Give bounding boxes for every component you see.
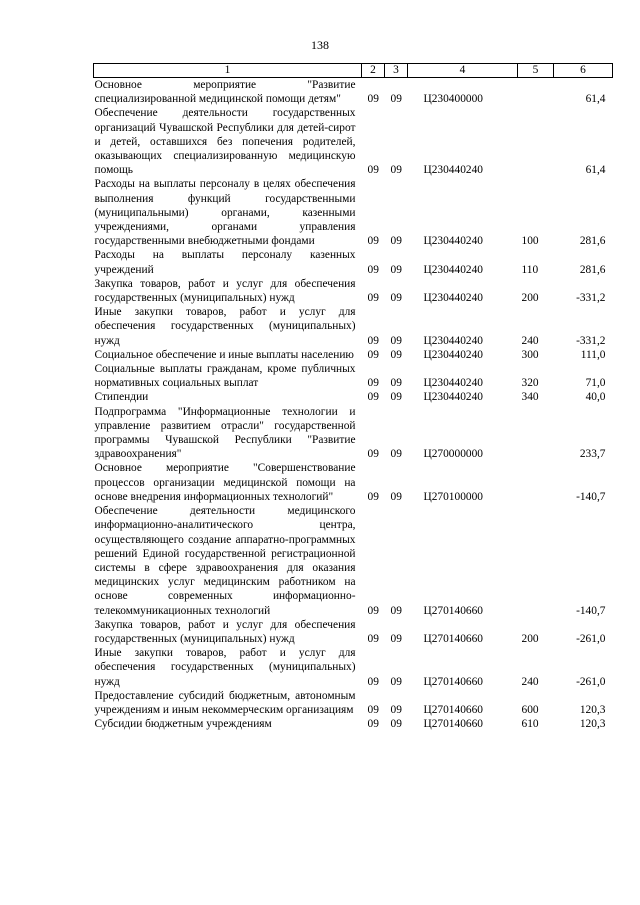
- row-name: Закупка товаров, работ и услуг для обеспечения государственных (муниципальных) нужд: [94, 618, 356, 645]
- row-amount: 120,3: [579, 703, 606, 716]
- row-target-code: Ц230440240: [423, 391, 483, 404]
- table-row: [94, 504, 613, 618]
- row-expense-type: [518, 106, 554, 177]
- row-subsection: 09: [390, 718, 402, 731]
- row-section: 09: [367, 448, 379, 461]
- table-row: [94, 106, 613, 177]
- column-header-6: 6: [554, 64, 613, 78]
- row-amount: -331,2: [576, 292, 606, 305]
- row-amount: 61,4: [585, 93, 606, 106]
- row-name: Стипендии: [94, 391, 149, 404]
- row-subsection: 09: [390, 292, 402, 305]
- row-subsection: 09: [390, 93, 402, 106]
- table-row: [94, 348, 613, 362]
- row-subsection: 09: [390, 703, 402, 716]
- row-subsection: 09: [390, 377, 402, 390]
- table-row: [94, 248, 613, 276]
- row-amount: -140,7: [576, 490, 606, 503]
- row-subsection: 09: [390, 263, 402, 276]
- row-amount: 111,0: [580, 348, 606, 361]
- table-row: [94, 390, 613, 404]
- row-section: 09: [367, 263, 379, 276]
- row-subsection: 09: [390, 391, 402, 404]
- row-subsection: 09: [390, 348, 402, 361]
- row-expense-type: [518, 78, 554, 107]
- row-name: Социальные выплаты гражданам, кроме публичных нормативных социальных выплат: [94, 363, 356, 390]
- row-amount: 233,7: [579, 448, 606, 461]
- row-section: 09: [367, 604, 379, 617]
- row-amount: 281,6: [579, 263, 606, 276]
- row-subsection: 09: [390, 632, 402, 645]
- row-name: Обеспечение деятельности медицинского информационно-аналитического центра, осуществляющего создание аппаратно-программных решений Единой государственной регистрационной системы в сфере здравоохранения для оказания медицинских услуг медицинским работником на основе современных информационно-телекоммуникационных технологий: [94, 505, 356, 617]
- row-target-code: Ц230440240: [423, 164, 483, 177]
- row-name: Иные закупки товаров, работ и услуг для обеспечения государственных (муниципальных) нужд: [94, 647, 356, 688]
- column-header-3: 3: [385, 64, 408, 78]
- row-section: 09: [367, 632, 379, 645]
- row-amount: 71,0: [585, 377, 606, 390]
- row-expense-type: 240: [521, 334, 539, 347]
- row-section: 09: [367, 348, 379, 361]
- row-section: 09: [367, 718, 379, 731]
- row-expense-type: 610: [521, 718, 539, 731]
- row-expense-type: 340: [521, 391, 539, 404]
- row-expense-type: 200: [521, 292, 539, 305]
- row-name: Закупка товаров, работ и услуг для обеспечения государственных (муниципальных) нужд: [94, 277, 356, 305]
- row-expense-type: 320: [521, 377, 539, 390]
- row-name: Предоставление субсидий бюджетным, автономным учреждениям и иным некоммерческим организациям: [94, 689, 356, 716]
- column-header-1: 1: [94, 64, 362, 78]
- row-target-code: Ц270140660: [423, 703, 483, 716]
- column-header-5: 5: [518, 64, 554, 78]
- row-target-code: Ц270100000: [423, 490, 483, 503]
- row-name: Расходы на выплаты персоналу казенных учреждений: [94, 249, 356, 276]
- row-section: 09: [367, 93, 379, 106]
- row-amount: -261,0: [576, 632, 606, 645]
- row-expense-type: [518, 461, 554, 504]
- row-section: 09: [367, 675, 379, 688]
- row-amount: 40,0: [585, 391, 606, 404]
- row-target-code: Ц230440240: [423, 334, 483, 347]
- column-header-2: 2: [362, 64, 385, 78]
- row-amount: -140,7: [576, 604, 606, 617]
- row-target-code: Ц270140660: [423, 675, 483, 688]
- row-section: 09: [367, 703, 379, 716]
- row-subsection: 09: [390, 334, 402, 347]
- row-target-code: Ц270000000: [423, 448, 483, 461]
- row-expense-type: 600: [521, 703, 539, 716]
- row-expense-type: 110: [521, 263, 539, 276]
- row-subsection: 09: [390, 235, 402, 248]
- table-row: [94, 689, 613, 717]
- row-target-code: Ц270140660: [423, 718, 483, 731]
- table-row: [94, 405, 613, 462]
- row-target-code: Ц270140660: [423, 604, 483, 617]
- row-expense-type: 240: [521, 675, 539, 688]
- row-expense-type: [518, 405, 554, 462]
- row-expense-type: 300: [521, 348, 539, 361]
- row-name: Социальное обеспечение и иные выплаты населению: [94, 348, 354, 361]
- row-section: 09: [367, 391, 379, 404]
- row-target-code: Ц270140660: [423, 632, 483, 645]
- row-name: Подпрограмма "Информационные технологии и управление развитием отрасли" государственной программы Чувашской Республики "Развитие здравоохранения": [94, 405, 356, 461]
- table-row: [94, 305, 613, 348]
- row-name: Основное мероприятие "Развитие специализированной медицинской помощи детям": [94, 79, 356, 106]
- table-row: [94, 646, 613, 689]
- row-amount: 281,6: [579, 235, 606, 248]
- row-section: 09: [367, 334, 379, 347]
- row-subsection: 09: [390, 164, 402, 177]
- header-row: [94, 64, 613, 78]
- budget-table: [93, 63, 613, 731]
- row-section: 09: [367, 292, 379, 305]
- table-row: [94, 717, 613, 731]
- row-amount: 120,3: [579, 718, 606, 731]
- row-target-code: Ц230440240: [423, 348, 483, 361]
- table-row: [94, 461, 613, 504]
- row-target-code: Ц230440240: [423, 292, 483, 305]
- column-header-4: 4: [408, 64, 518, 78]
- row-amount: 61,4: [585, 164, 606, 177]
- row-target-code: Ц230440240: [423, 263, 483, 276]
- row-name: Иные закупки товаров, работ и услуг для обеспечения государственных (муниципальных) нужд: [94, 306, 356, 347]
- table-row: [94, 618, 613, 646]
- row-target-code: Ц230440240: [423, 377, 483, 390]
- row-expense-type: [518, 504, 554, 618]
- table-row: [94, 277, 613, 305]
- row-expense-type: 100: [521, 235, 539, 248]
- row-name: Обеспечение деятельности государственных организаций Чувашской Республики для детей-сирот и детей, оставшихся без попечения родителей, оказывающих специализированную медицинскую помощь: [94, 107, 356, 177]
- row-name: Основное мероприятие "Совершенствование процессов организации медицинской помощи на основе внедрения информационных технологий": [94, 462, 356, 503]
- row-section: 09: [367, 377, 379, 390]
- row-expense-type: 200: [521, 632, 539, 645]
- row-target-code: Ц230400000: [423, 93, 483, 106]
- table-row: [94, 177, 613, 248]
- row-subsection: 09: [390, 675, 402, 688]
- row-section: 09: [367, 490, 379, 503]
- row-target-code: Ц230440240: [423, 235, 483, 248]
- row-name: Субсидии бюджетным учреждениям: [94, 718, 272, 731]
- table-row: [94, 362, 613, 390]
- row-name: Расходы на выплаты персоналу в целях обеспечения выполнения функций государственными (муниципальными) органами, казенными учреждениями, органами управления государственными внебюджетными фондами: [94, 178, 356, 248]
- row-section: 09: [367, 164, 379, 177]
- row-amount: -331,2: [576, 334, 606, 347]
- row-section: 09: [367, 235, 379, 248]
- page-number: 138: [311, 38, 329, 52]
- row-amount: -261,0: [576, 675, 606, 688]
- table-body: [94, 78, 613, 732]
- row-subsection: 09: [390, 604, 402, 617]
- row-subsection: 09: [390, 490, 402, 503]
- table-row: [94, 78, 613, 107]
- row-subsection: 09: [390, 448, 402, 461]
